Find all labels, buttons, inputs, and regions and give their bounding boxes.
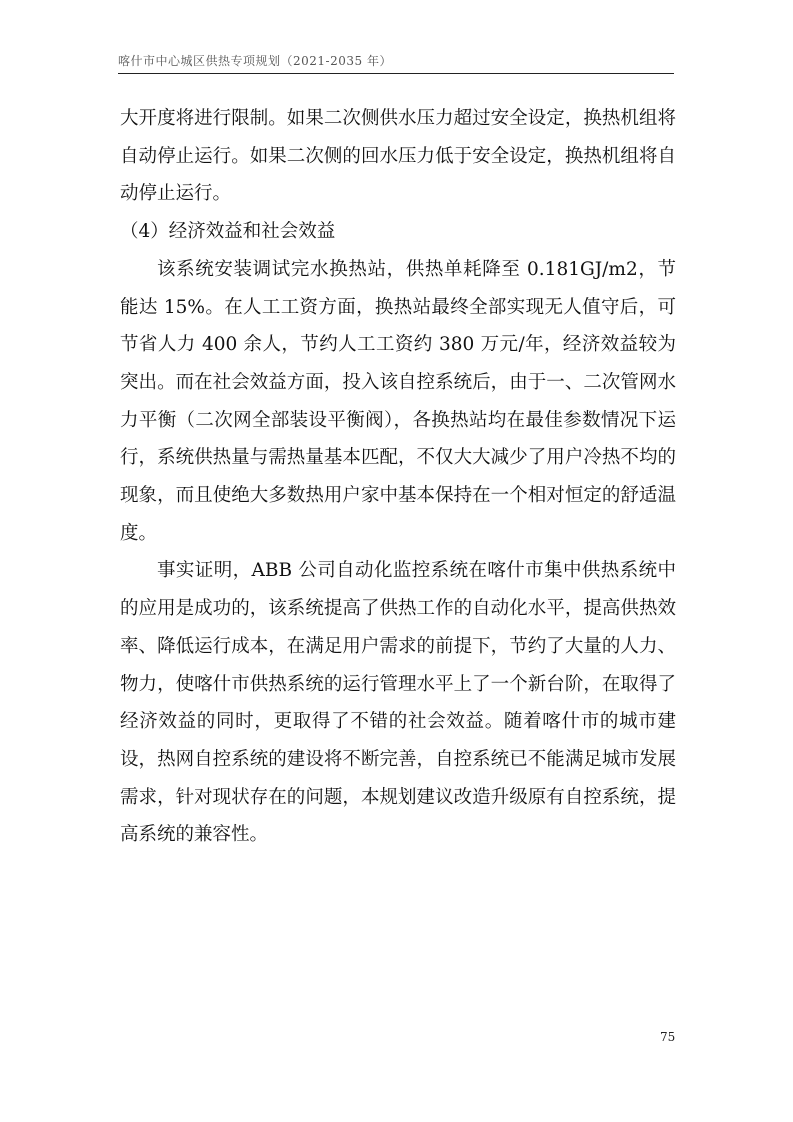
page-header: 喀什市中心城区供热专项规划（2021-2035 年） <box>118 54 392 68</box>
body-text <box>120 100 676 854</box>
page-number: 75 <box>660 1030 676 1044</box>
paragraph-benefits: 该系统安装调试完水换热站，供热单耗降至 0.181GJ/m2，节能达 15%。在人工工资方面，换热站最终全部实现无人值守后，可节省人力 400 余人，节约人工工资约 380 万元/年，经济效益较为突出。而在社会效益方面，投入该自控系统后，由于一、二次管网水力平衡（二次网全部装设平衡阀），各换热站均在最佳参数情况下运行，系统供热量与需热量基本匹配，不仅大大减少了用户冷热不均的现象，而且使绝大多数热用户家中基本保持在一个相对恒定的舒适温度。 <box>120 258 676 544</box>
section-heading: （4）经济效益和社会效益 <box>120 221 336 243</box>
paragraph-conclusion: 事实证明，ABB 公司自动化监控系统在喀什市集中供热系统中的应用是成功的，该系统提高了供热工作的自动化水平，提高供热效率、降低运行成本，在满足用户需求的前提下，节约了大量的人力、物力，使喀什市供热系统的运行管理水平上了一个新台阶，在取得了经济效益的同时，更取得了不错的社会效益。随着喀什市的城市建设，热网自控系统的建设将不断完善，自控系统已不能满足城市发展需求，针对现状存在的问题，本规划建议改造升级原有自控系统，提高系统的兼容性。 <box>120 560 676 846</box>
header-rule <box>118 73 674 74</box>
paragraph-continued: 大开度将进行限制。如果二次侧供水压力超过安全设定，换热机组将自动停止运行。如果二次侧的回水压力低于安全设定，换热机组将自动停止运行。 <box>120 108 676 205</box>
